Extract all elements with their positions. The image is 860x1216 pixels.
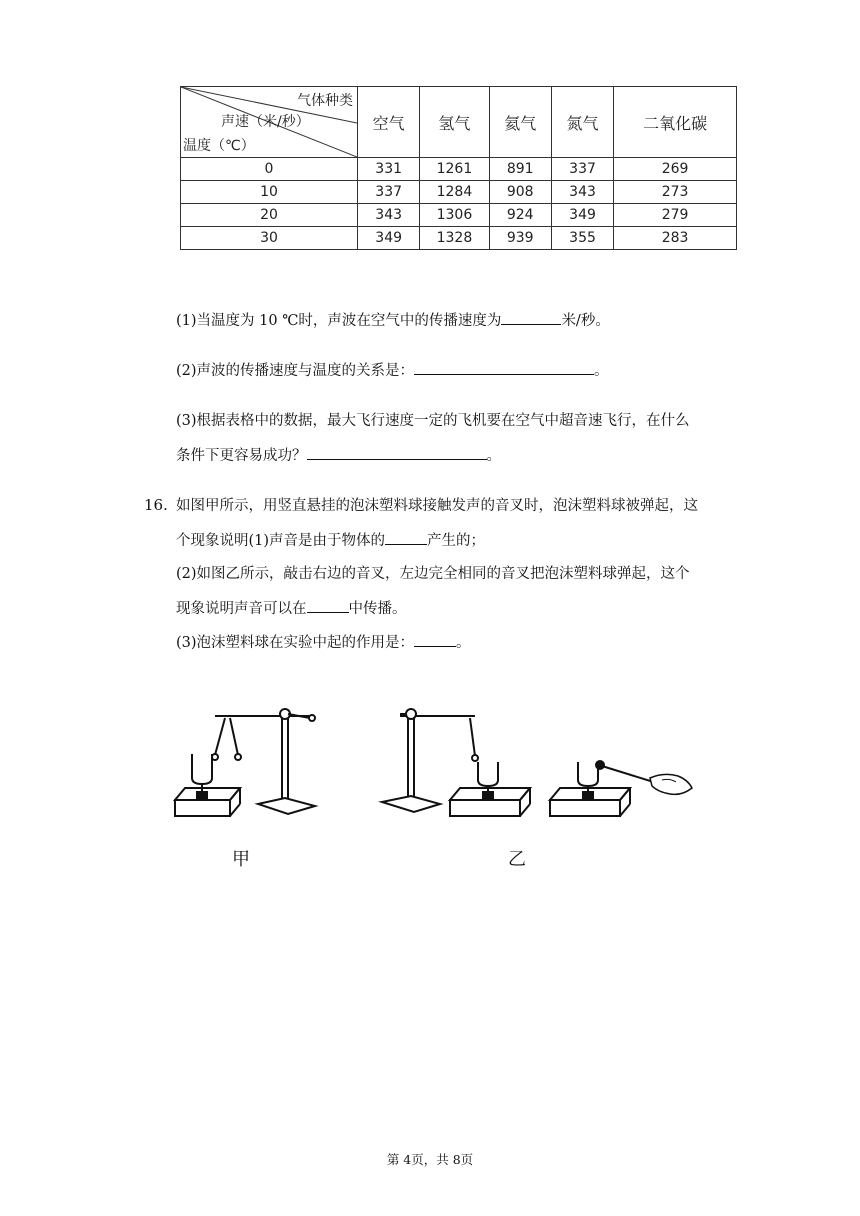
column-header: 氢气	[420, 87, 489, 158]
answer-blank[interactable]	[414, 360, 594, 375]
temp-cell: 30	[181, 227, 358, 250]
table-row	[181, 204, 737, 227]
answer-blank[interactable]	[414, 632, 456, 647]
q15-part2: (2)声波的传播速度与温度的关系是： 。	[176, 360, 609, 381]
answer-blank[interactable]	[501, 310, 561, 325]
temp-cell: 10	[181, 181, 358, 204]
temp-cell: 20	[181, 204, 358, 227]
q15-part3-line1: (3)根据表格中的数据，最大飞行速度一定的飞机要在空气中超音速飞行，在什么	[176, 413, 690, 429]
column-header: 空气	[358, 87, 420, 158]
table-header-row	[181, 87, 737, 158]
q15-part3-line2: 条件下更容易成功？ 。	[176, 445, 501, 466]
tuning-fork-figure	[170, 700, 700, 870]
temp-cell: 0	[181, 158, 358, 181]
value-cell: 337	[358, 181, 420, 204]
q15-part1: (1)当温度为 10 ℃时，声波在空气中的传播速度为 米/秒。	[176, 310, 610, 331]
figure-label-jia: 甲	[232, 849, 250, 870]
value-cell: 349	[358, 227, 420, 250]
value-cell: 349	[551, 204, 613, 227]
table-row	[181, 181, 737, 204]
table-row	[181, 158, 737, 181]
table-corner-cell	[181, 87, 358, 158]
value-cell: 331	[358, 158, 420, 181]
value-cell: 283	[614, 227, 737, 250]
table-row	[181, 227, 737, 250]
value-cell: 355	[551, 227, 613, 250]
value-cell: 279	[614, 204, 737, 227]
figure-label-yi: 乙	[508, 849, 526, 870]
corner-label-gas: 气体种类	[297, 93, 353, 109]
answer-blank[interactable]	[307, 445, 487, 460]
q16-line5: (3)泡沫塑料球在实验中起的作用是： 。	[176, 632, 471, 653]
column-header: 氦气	[489, 87, 551, 158]
column-header: 二氧化碳	[614, 87, 737, 158]
answer-blank[interactable]	[385, 530, 427, 545]
sound-speed-table	[180, 86, 737, 250]
value-cell: 269	[614, 158, 737, 181]
q16-line4: 现象说明声音可以在 中传播。	[176, 598, 407, 619]
answer-blank[interactable]	[307, 598, 349, 613]
question-number: 16.	[144, 496, 168, 514]
value-cell: 908	[489, 181, 551, 204]
q16-line1: 如图甲所示，用竖直悬挂的泡沫塑料球接触发声的音叉时，泡沫塑料球被弹起，这	[176, 498, 698, 514]
value-cell: 1306	[420, 204, 489, 227]
value-cell: 343	[551, 181, 613, 204]
page-footer: 第 4页，共 8页	[386, 1152, 474, 1167]
value-cell: 1261	[420, 158, 489, 181]
value-cell: 924	[489, 204, 551, 227]
corner-label-speed: 声速（米/秒）	[221, 114, 310, 130]
value-cell: 939	[489, 227, 551, 250]
value-cell: 343	[358, 204, 420, 227]
value-cell: 891	[489, 158, 551, 181]
value-cell: 1328	[420, 227, 489, 250]
tuning-fork-illustration	[170, 700, 700, 840]
value-cell: 273	[614, 181, 737, 204]
corner-label-temperature: 温度（℃）	[183, 138, 255, 154]
value-cell: 337	[551, 158, 613, 181]
value-cell: 1284	[420, 181, 489, 204]
column-header: 氮气	[551, 87, 613, 158]
q16-line2: 个现象说明(1)声音是由于物体的 产生的；	[176, 530, 485, 551]
q16-line3: (2)如图乙所示，敲击右边的音叉，左边完全相同的音叉把泡沫塑料球弹起，这个	[176, 566, 690, 582]
